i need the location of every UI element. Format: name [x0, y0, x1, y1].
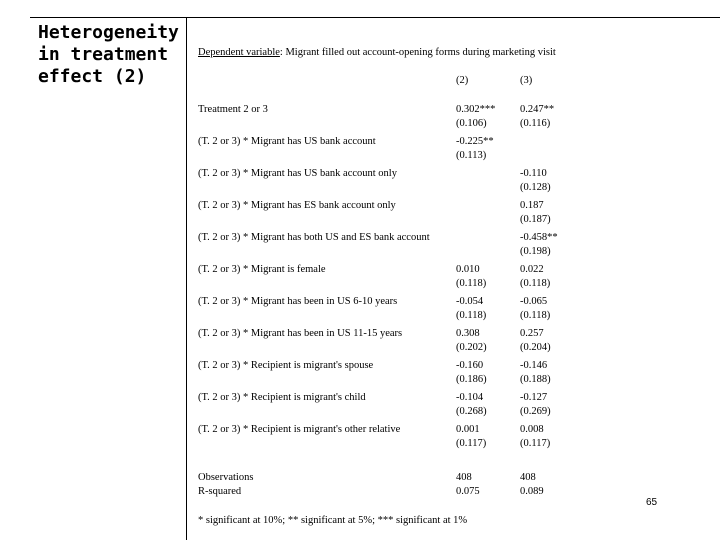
std-error-cell: (0.117)	[520, 438, 551, 449]
rsquared-col2: 0.075	[456, 486, 480, 497]
std-error-cell: (0.118)	[520, 278, 551, 289]
row-label: Treatment 2 or 3	[198, 104, 268, 115]
observations-col2: 408	[456, 472, 472, 483]
dependent-variable-line	[198, 47, 556, 58]
coefficient-cell: -0.054	[456, 296, 484, 307]
coefficient-cell: -0.127	[520, 392, 548, 403]
std-error-cell: (0.186)	[456, 374, 487, 385]
std-error-cell: (0.187)	[520, 214, 551, 225]
row-label: (T. 2 or 3) * Migrant is female	[198, 264, 326, 275]
coefficient-cell: -0.458**	[520, 232, 558, 243]
top-rule	[30, 17, 720, 18]
coefficient-cell: 0.247**	[520, 104, 555, 115]
coefficient-cell: 0.001	[456, 424, 480, 435]
row-label: (T. 2 or 3) * Migrant has been in US 6-10 years	[198, 296, 398, 307]
row-label: (T. 2 or 3) * Migrant has US bank account only	[198, 168, 397, 179]
column-header-2: (2)	[456, 75, 469, 86]
std-error-cell: (0.116)	[520, 118, 551, 129]
row-label: (T. 2 or 3) * Recipient is migrant's spouse	[198, 360, 374, 371]
std-error-cell: (0.269)	[520, 406, 551, 417]
coefficient-cell: -0.110	[520, 168, 547, 179]
row-label: (T. 2 or 3) * Recipient is migrant's other relative	[198, 424, 401, 435]
coefficient-cell: 0.008	[520, 424, 544, 435]
row-label: (T. 2 or 3) * Recipient is migrant's child	[198, 392, 366, 403]
coefficient-cell: 0.308	[456, 328, 480, 339]
rsquared-col3: 0.089	[520, 486, 544, 497]
coefficient-cell: -0.146	[520, 360, 548, 371]
observations-label: Observations	[198, 472, 254, 483]
std-error-cell: (0.188)	[520, 374, 551, 385]
row-label: (T. 2 or 3) * Migrant has both US and ES bank account	[198, 232, 430, 243]
row-label: (T. 2 or 3) * Migrant has US bank account	[198, 136, 376, 147]
std-error-cell: (0.117)	[456, 438, 487, 449]
std-error-cell: (0.198)	[520, 246, 551, 257]
observations-col3: 408	[520, 472, 536, 483]
std-error-cell: (0.118)	[456, 278, 487, 289]
dependent-variable-text: : Migrant filled out account-opening forms during marketing visit	[279, 47, 556, 58]
coefficient-cell: -0.160	[456, 360, 484, 371]
std-error-cell: (0.204)	[520, 342, 551, 353]
coefficient-cell: -0.104	[456, 392, 484, 403]
coefficient-cell: -0.065	[520, 296, 548, 307]
column-header-3: (3)	[520, 75, 533, 86]
rsquared-label: R-squared	[198, 486, 242, 497]
coefficient-cell: 0.022	[520, 264, 544, 275]
coefficient-cell: 0.302***	[456, 104, 496, 115]
std-error-cell: (0.113)	[456, 150, 487, 161]
std-error-cell: (0.128)	[520, 182, 551, 193]
slide-title: Heterogeneity in treatment effect (2)	[38, 22, 179, 87]
coefficient-cell: 0.257	[520, 328, 544, 339]
page-number: 65	[646, 497, 658, 508]
std-error-cell: (0.118)	[520, 310, 551, 321]
row-label: (T. 2 or 3) * Migrant has been in US 11-15 years	[198, 328, 403, 339]
row-label: (T. 2 or 3) * Migrant has ES bank account only	[198, 200, 396, 211]
vertical-rule	[186, 17, 187, 540]
coefficient-cell: 0.187	[520, 200, 544, 211]
footnote: * significant at 10%; ** significant at 5%; *** significant at 1%	[198, 515, 468, 526]
dependent-variable-label: Dependent variable	[198, 47, 280, 58]
std-error-cell: (0.118)	[456, 310, 487, 321]
coefficient-cell: 0.010	[456, 264, 480, 275]
coefficient-cell: -0.225**	[456, 136, 494, 147]
std-error-cell: (0.202)	[456, 342, 487, 353]
std-error-cell: (0.106)	[456, 118, 487, 129]
std-error-cell: (0.268)	[456, 406, 487, 417]
